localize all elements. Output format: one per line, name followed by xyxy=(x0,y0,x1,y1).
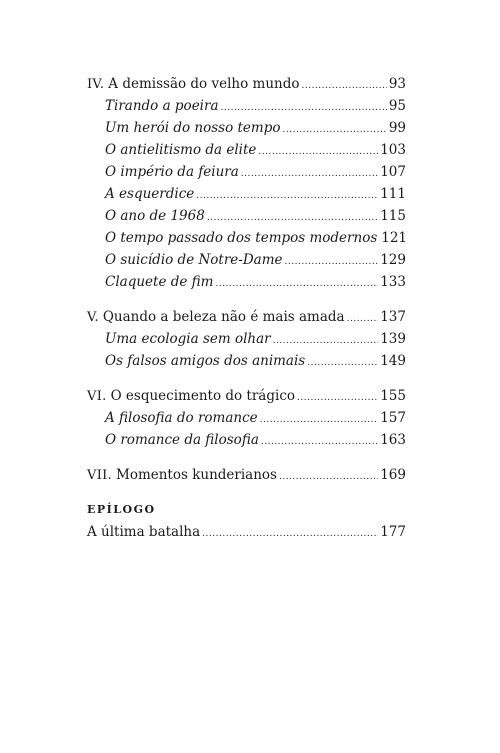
dot-leader xyxy=(301,75,386,97)
page-number: 111 xyxy=(380,186,406,202)
page-number: 169 xyxy=(380,467,406,483)
page-number: 157 xyxy=(380,410,406,426)
dot-leader xyxy=(241,163,378,185)
dot-leader xyxy=(297,387,378,409)
entry-title: Uma ecologia sem olhar xyxy=(105,331,271,347)
dot-leader xyxy=(202,523,378,545)
dot-leader xyxy=(221,97,387,119)
page-number: 103 xyxy=(380,142,406,158)
page-number: 93 xyxy=(388,76,406,92)
toc-chapter-v[interactable] xyxy=(87,306,406,328)
entry-title: O antielitismo da elite xyxy=(105,142,257,158)
entry-title: A esquerdice xyxy=(105,186,195,202)
page-number: 129 xyxy=(380,252,406,268)
toc-entry[interactable] xyxy=(87,328,406,350)
toc-entry[interactable] xyxy=(87,429,406,451)
epilogue-label: EPÍLOGO xyxy=(87,503,156,516)
entry-title: O suicídio de Notre-Dame xyxy=(105,252,283,268)
toc-entry[interactable] xyxy=(87,205,406,227)
toc-entry[interactable] xyxy=(87,407,406,429)
page-number: 149 xyxy=(380,353,406,369)
page-number: 121 xyxy=(381,230,408,246)
dot-leader xyxy=(196,185,378,207)
chapter-title: Momentos kunderianos xyxy=(116,467,277,483)
toc-entry[interactable] xyxy=(87,161,406,183)
dot-leader xyxy=(283,119,387,141)
entry-title: Um herói do nosso tempo xyxy=(105,120,281,136)
entry-title: O tempo passado dos tempos modernos xyxy=(105,230,378,246)
dot-leader xyxy=(258,141,378,163)
toc-entry[interactable] xyxy=(87,227,406,249)
entry-title: Tirando a poeira xyxy=(105,98,219,114)
entry-title: A filosofia do romance xyxy=(105,410,258,426)
chapter-title: Quando a beleza não é mais amada xyxy=(102,309,345,325)
toc-entry[interactable] xyxy=(87,183,406,205)
toc-chapter-vi[interactable] xyxy=(87,385,406,407)
page-number: 163 xyxy=(380,432,406,448)
dot-leader xyxy=(261,431,378,453)
page-number: 95 xyxy=(388,98,406,114)
page-number: 137 xyxy=(380,309,406,325)
chapter-numeral: VI. xyxy=(87,389,107,404)
page-number: 139 xyxy=(380,331,406,347)
page-number: 133 xyxy=(380,274,406,290)
page-number: 107 xyxy=(380,164,406,180)
page-number: 99 xyxy=(388,120,406,136)
dot-leader xyxy=(279,466,378,488)
page-number: 177 xyxy=(380,524,406,540)
toc-epilogue[interactable] xyxy=(87,521,406,543)
epilogue-title: A última batalha xyxy=(87,524,201,540)
entry-title: O ano de 1968 xyxy=(105,208,205,224)
chapter-numeral: IV. xyxy=(87,77,105,92)
toc-chapter-iv[interactable] xyxy=(87,73,406,95)
toc-entry[interactable] xyxy=(87,117,406,139)
entry-title: Claquete de fim xyxy=(105,274,214,290)
dot-leader xyxy=(273,330,379,352)
chapter-numeral: V. xyxy=(87,310,99,325)
chapter-title: A demissão do velho mundo xyxy=(108,76,300,92)
toc-chapter-vii[interactable] xyxy=(87,464,406,486)
dot-leader xyxy=(260,409,379,431)
chapter-numeral: VII. xyxy=(87,468,112,483)
toc-entry[interactable] xyxy=(87,249,406,271)
dot-leader xyxy=(307,352,378,374)
chapter-title: O esquecimento do trágico xyxy=(110,388,296,404)
dot-leader xyxy=(215,273,378,295)
page-number: 155 xyxy=(380,388,406,404)
dot-leader xyxy=(347,308,379,330)
entry-title: Os falsos amigos dos animais xyxy=(105,353,306,369)
dot-leader xyxy=(207,207,378,229)
toc-entry[interactable] xyxy=(87,271,406,293)
table-of-contents xyxy=(87,73,406,543)
dot-leader xyxy=(285,251,379,273)
toc-entry[interactable] xyxy=(87,139,406,161)
entry-title: O império da feiura xyxy=(105,164,239,180)
toc-entry[interactable] xyxy=(87,350,406,372)
toc-entry[interactable] xyxy=(87,95,406,117)
entry-title: O romance da filosofia xyxy=(105,432,259,448)
page-number: 115 xyxy=(380,208,406,224)
